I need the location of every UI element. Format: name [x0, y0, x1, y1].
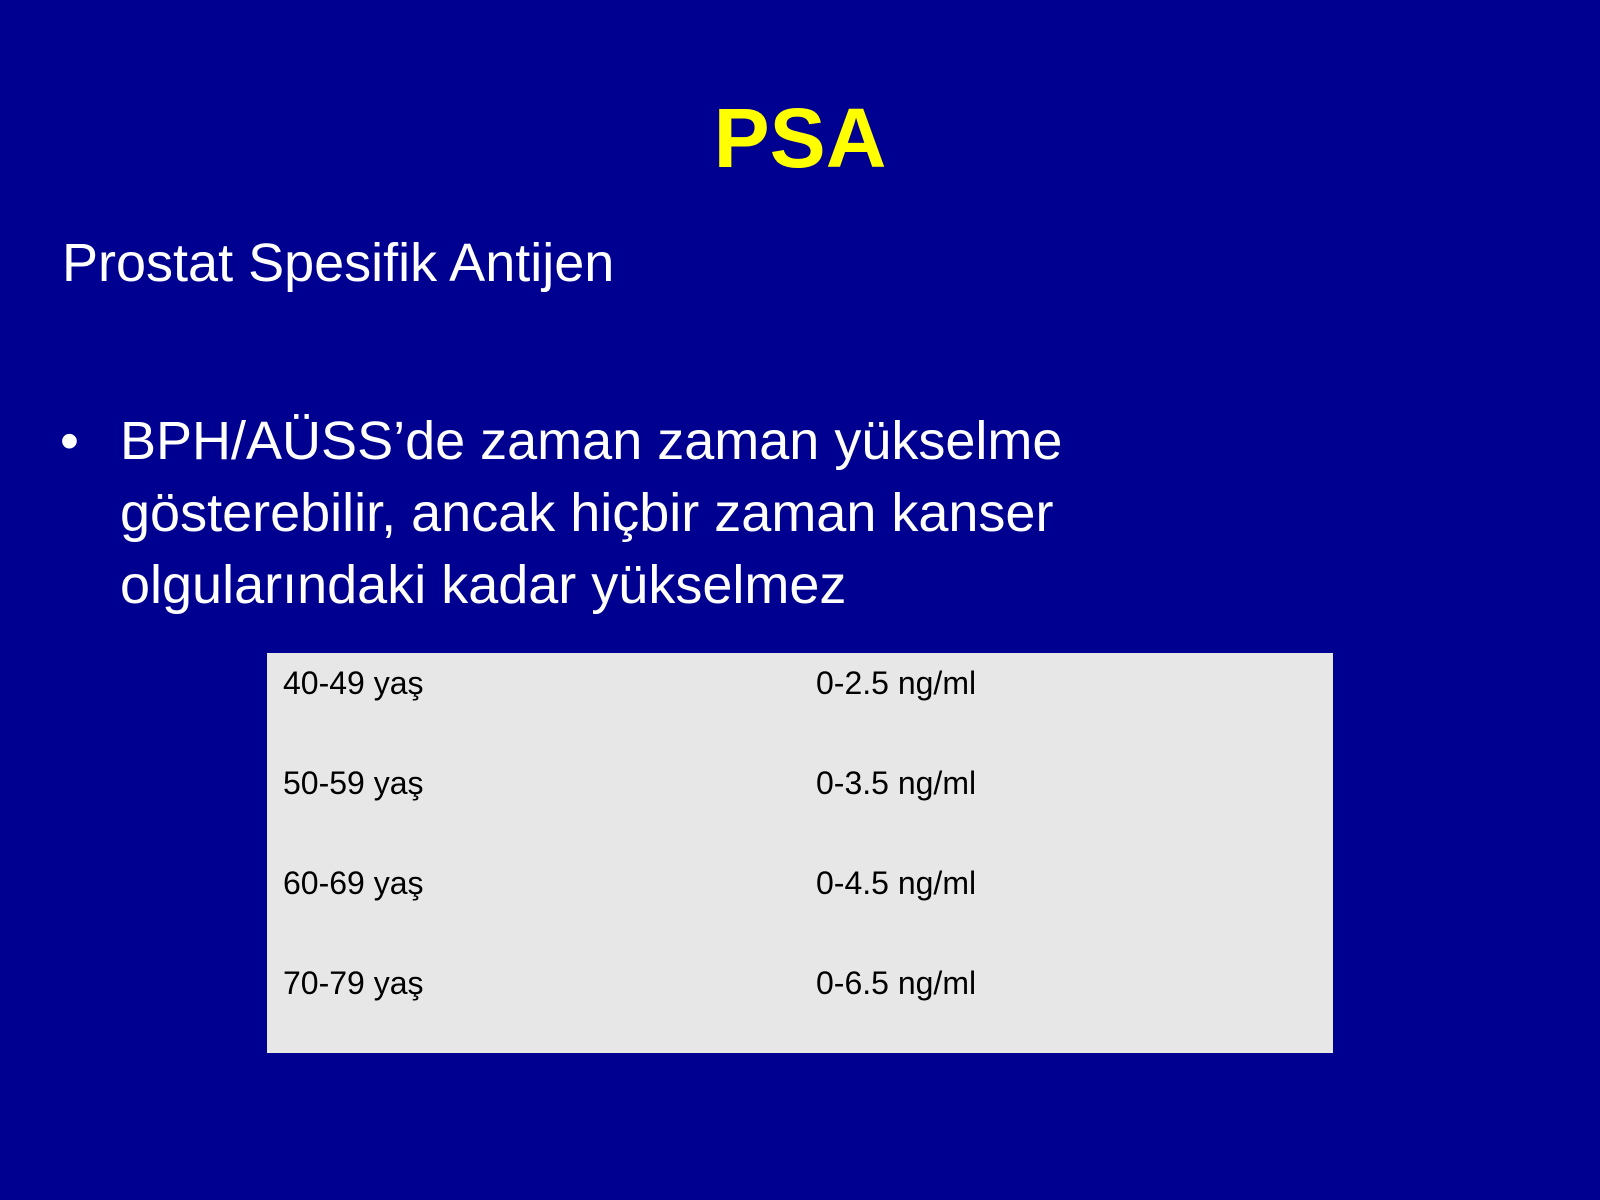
table-row — [267, 953, 1333, 1053]
age-range-cell: 50-59 yaş — [283, 765, 424, 801]
slide-title: PSA — [713, 91, 887, 185]
psa-value-cell: 0-2.5 ng/ml — [816, 665, 977, 701]
psa-value-cell: 0-4.5 ng/ml — [816, 865, 977, 901]
age-range-cell: 60-69 yaş — [283, 865, 424, 901]
psa-range-table — [267, 653, 1333, 1053]
bullet-text: BPH/AÜSS’de zaman zaman yükselme gösterebilir, ancak hiçbir zaman kanser olgularındaki kadar yükselmez — [120, 411, 1063, 615]
age-range-cell: 70-79 yaş — [283, 965, 424, 1001]
bullet-dot-icon: • — [60, 411, 79, 471]
psa-value-cell: 0-6.5 ng/ml — [816, 965, 977, 1001]
slide-subtitle: Prostat Spesifik Antijen — [62, 233, 615, 293]
psa-value-cell: 0-3.5 ng/ml — [816, 765, 977, 801]
table-row — [267, 753, 1333, 853]
table-row — [267, 853, 1333, 953]
table-row — [267, 653, 1333, 753]
age-range-cell: 40-49 yaş — [283, 665, 424, 701]
